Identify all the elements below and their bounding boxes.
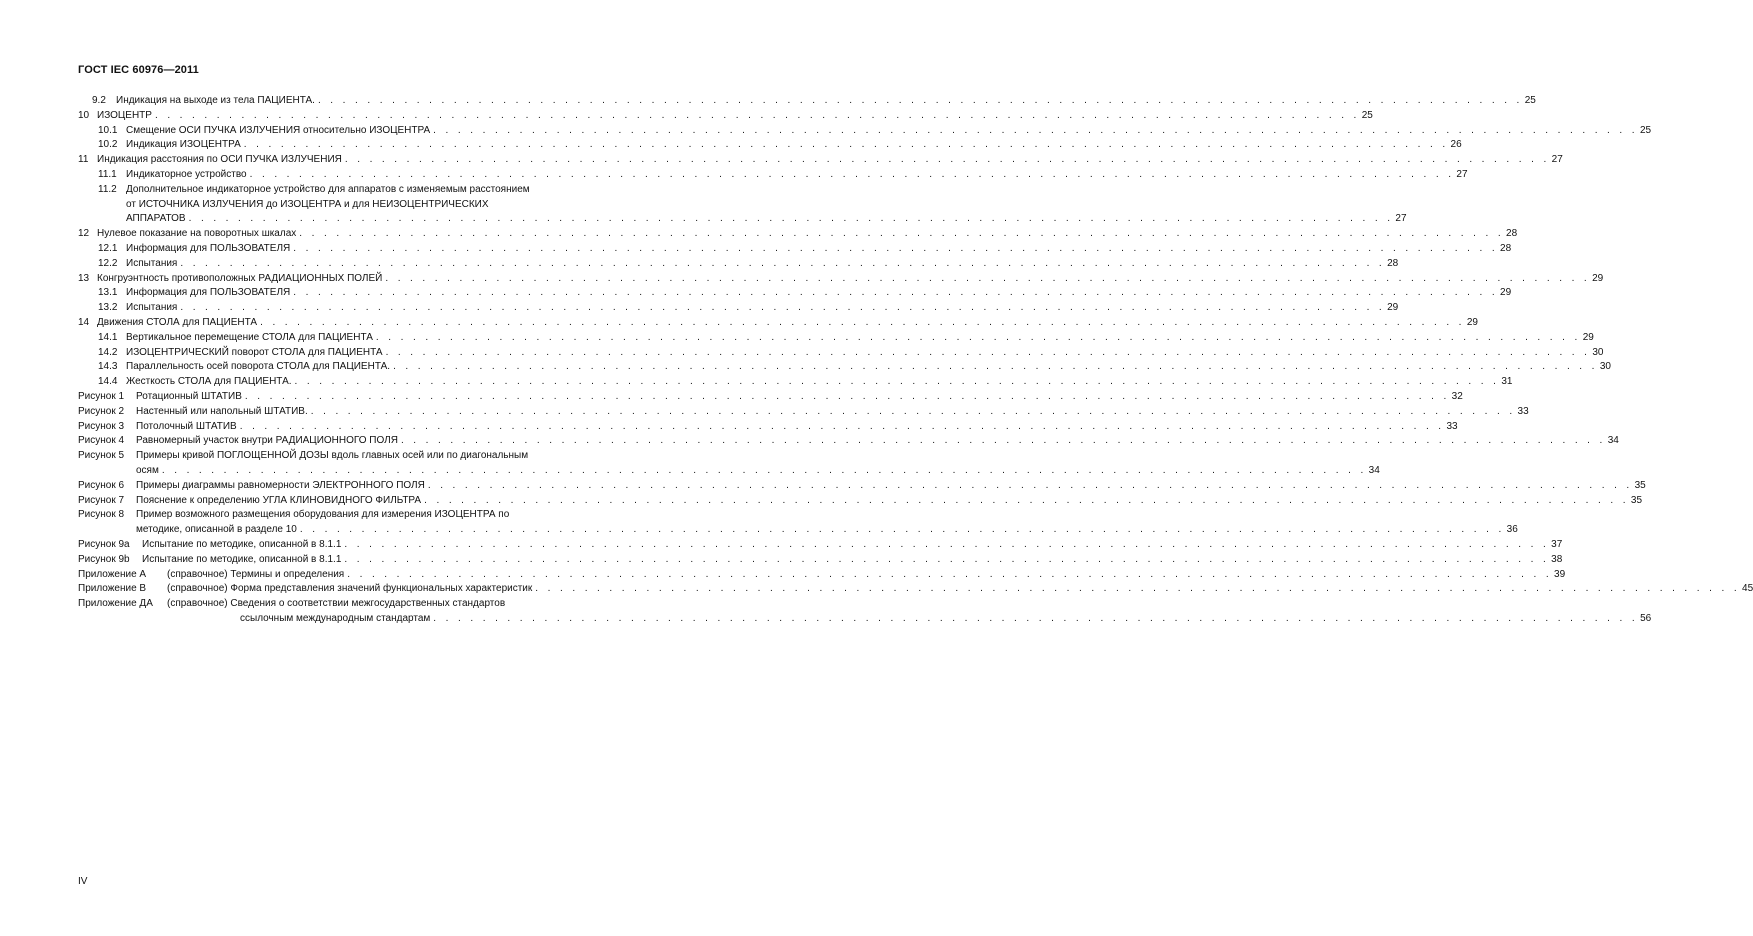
- leader-dots: . . . . . . . . . . . . . . . . . . . . . . . . . . . . . . . . . . . . . . . . . . . . . . . . . . . . . . . . . . . . . . . . . . . . . . . . . . . . . . . . . . . . . . . . . . . . . . . . . .: [244, 390, 1450, 402]
- leader-dots: . . . . . . . . . . . . . . . . . . . . . . . . . . . . . . . . . . . . . . . . . . . . . . . . . . . . . . . . . . . . . . . . . . . . . . . . . . . . . . . . . . . . . . . . . . . . . . . . . .: [310, 405, 1516, 417]
- toc-entry-number: Рисунок 2: [78, 405, 125, 417]
- toc-page-number: 25: [1361, 109, 1373, 121]
- leader-dots: . . . . . . . . . . . . . . . . . . . . . . . . . . . . . . . . . . . . . . . . . . . . . . . . . . . . . . . . . . . . . . . . . . . . . . . . . . . . . . . . . . . . . . . . . . . . . . . . . .: [243, 139, 1449, 151]
- toc-entry[interactable]: [0, 420, 1458, 435]
- toc-entry[interactable]: [0, 553, 1563, 568]
- toc-page-number: 27: [1395, 213, 1407, 225]
- toc-entry-title-line: Дополнительное индикаторное устройство для аппаратов с изменяемым расстоянием: [126, 183, 530, 195]
- toc-page-number: 32: [1451, 390, 1463, 402]
- toc-entry-number: Рисунок 1: [78, 390, 125, 402]
- toc-entry-title: Испытания: [126, 302, 178, 314]
- toc-entry-number: Рисунок 4: [78, 435, 125, 447]
- toc-page-number: 29: [1592, 272, 1604, 284]
- leader-dots: . . . . . . . . . . . . . . . . . . . . . . . . . . . . . . . . . . . . . . . . . . . . . . . . . . . . . . . . . . . . . . . . . . . . . . . . . . . . . . . . . . . . . . . . . . . . . . . . . .: [188, 213, 1394, 225]
- toc-entry[interactable]: [0, 257, 1399, 272]
- toc-page-number: 56: [1640, 612, 1652, 624]
- toc-entry-title: Индикация ИЗОЦЕНТРА: [126, 139, 241, 151]
- toc-page-number: 38: [1551, 553, 1563, 565]
- toc-entry[interactable]: [0, 449, 1380, 479]
- toc-entry[interactable]: [0, 331, 1594, 346]
- leader-dots: . . . . . . . . . . . . . . . . . . . . . . . . . . . . . . . . . . . . . . . . . . . . . . . . . . . . . . . . . . . . . . . . . . . . . . . . . . . . . . . . . . . . . . . . . . . . . . . . . .: [393, 361, 1598, 373]
- toc-entry-number: 12.2: [98, 257, 118, 269]
- leader-dots: . . . . . . . . . . . . . . . . . . . . . . . . . . . . . . . . . . . . . . . . . . . . . . . . . . . . . . . . . . . . . . . . . . . . . . . . . . . . . . . . . . . . . . . . . . . . . . . . . .: [400, 435, 1606, 447]
- toc-entry-title: Индикация расстояния по ОСИ ПУЧКА ИЗЛУЧЕНИЯ: [97, 154, 342, 166]
- toc-entry-title: Примеры диаграммы равномерности ЭЛЕКТРОННОГО ПОЛЯ: [136, 479, 425, 491]
- toc-page-number: 35: [1634, 479, 1646, 491]
- leader-dots: . . . . . . . . . . . . . . . . . . . . . . . . . . . . . . . . . . . . . . . . . . . . . . . . . . . . . . . . . . . . . . . . . . . . . . . . . . . . . . . . . . . . . . . . . . . . . . . . . .: [180, 302, 1386, 314]
- toc-entry-title-line: Пример возможного размещения оборудования для измерения ИЗОЦЕНТРА по: [136, 509, 510, 521]
- toc-entry-number: 14.1: [98, 331, 118, 343]
- toc-page-number: 25: [1524, 95, 1536, 106]
- toc-entry-number: Рисунок 9a: [78, 538, 130, 550]
- toc-page-number: 29: [1466, 316, 1478, 328]
- leader-dots: . . . . . . . . . . . . . . . . . . . . . . . . . . . . . . . . . . . . . . . . . . . . . . . . . . . . . . . . . . . . . . . . . . . . . . . . . . . . . . . . . . . . . . . . . . . . . . . . . .: [239, 420, 1445, 432]
- toc-page-number: 33: [1517, 405, 1529, 417]
- leader-dots: . . . . . . . . . . . . . . . . . . . . . . . . . . . . . . . . . . . . . . . . . . . . . . . . . . . . . . . . . . . . . . . . . . . . . . . . . . . . . . . . . . . . . . . . . . . . . . . . . .: [385, 346, 1591, 358]
- toc-page-number: 27: [1456, 168, 1468, 180]
- toc-page-number: 25: [1639, 124, 1652, 136]
- toc-page-number: 45: [1742, 583, 1753, 595]
- toc-entry-title: Равномерный участок внутри РАДИАЦИОННОГО ПОЛЯ: [136, 435, 398, 447]
- toc-entry-title: Смещение ОСИ ПУЧКА ИЗЛУЧЕНИЯ относительно ИЗОЦЕНТРА: [126, 124, 431, 136]
- toc-entry-title: Информация для ПОЛЬЗОВАТЕЛЯ: [126, 287, 291, 299]
- toc-page-number: 35: [1630, 494, 1643, 506]
- toc-entry[interactable]: [0, 494, 1643, 509]
- leader-dots: . . . . . . . . . . . . . . . . . . . . . . . . . . . . . . . . . . . . . . . . . . . . . . . . . . . . . . . . . . . . . . . . . . . . . . . . . . . . . . . . . . . . . . . . . . . . . . . . . .: [344, 154, 1550, 166]
- toc-entry-number: 12.1: [98, 242, 118, 254]
- toc-entry-number: Рисунок 5: [78, 450, 125, 462]
- toc-entry-number: Рисунок 8: [78, 509, 125, 521]
- toc-entry-title-line: Примеры кривой ПОГЛОЩЕННОЙ ДОЗЫ вдоль главных осей или по диагональным: [136, 450, 529, 462]
- toc-entry-number: 14.4: [98, 376, 118, 388]
- toc-entry[interactable]: [0, 375, 1513, 390]
- toc-entry-number: 14.3: [98, 361, 118, 373]
- toc-entry[interactable]: [0, 168, 1468, 183]
- leader-dots: . . . . . . . . . . . . . . . . . . . . . . . . . . . . . . . . . . . . . . . . . . . . . . . . . . . . . . . . . . . . . . . . . . . . . . . . . . . . . . . . . . . . . . . . . . . . . . . . . .: [344, 538, 1550, 550]
- toc-entry-number: 13.2: [98, 302, 118, 314]
- toc-entry-title: Индикаторное устройство: [126, 168, 247, 180]
- toc-page-number: 30: [1599, 361, 1611, 373]
- toc-page-number: 28: [1500, 242, 1512, 254]
- toc-entry-title: Информация для ПОЛЬЗОВАТЕЛЯ: [126, 242, 291, 254]
- toc-page-number: 34: [1368, 464, 1380, 476]
- toc-entry-number: 10: [78, 109, 90, 121]
- leader-dots: . . . . . . . . . . . . . . . . . . . . . . . . . . . . . . . . . . . . . . . . . . . . . . . . . . . . . . . . . . . . . . . . . . . . . . . . . . . . . . . . . . . . . . . . . . . . . . . . . .: [317, 95, 1523, 106]
- toc-entry-title: Испытание по методике, описанной в 8.1.1: [142, 553, 342, 565]
- toc-entry-number: 14: [78, 316, 90, 328]
- leader-dots: . . . . . . . . . . . . . . . . . . . . . . . . . . . . . . . . . . . . . . . . . . . . . . . . . . . . . . . . . . . . . . . . . . . . . . . . . . . . . . . . . . . . . . . . . . . . . . . . . .: [294, 376, 1500, 388]
- toc-entry[interactable]: [0, 94, 1536, 109]
- toc-entry-title: Движения СТОЛА для ПАЦИЕНТА: [97, 316, 258, 328]
- leader-dots: . . . . . . . . . . . . . . . . . . . . . . . . . . . . . . . . . . . . . . . . . . . . . . . . . . . . . . . . . . . . . . . . . . . . . . . . . . . . . . . . . . . . . . . . . . . . . . . . . .: [180, 257, 1386, 269]
- toc-entry-number: 12: [78, 228, 90, 240]
- toc-entry[interactable]: [0, 390, 1463, 405]
- toc-entry-number: Приложение ДА: [78, 598, 153, 610]
- toc-entry[interactable]: [0, 272, 1604, 287]
- toc-entry-number: 11.1: [98, 168, 117, 180]
- toc-page-number: 27: [1551, 154, 1563, 166]
- toc-entry[interactable]: [0, 479, 1646, 494]
- toc-entry[interactable]: [0, 568, 1566, 583]
- toc-entry-title: методике, описанной в разделе 10: [136, 524, 297, 536]
- toc-entry-number: 10.2: [98, 139, 118, 151]
- toc-entry[interactable]: [0, 138, 1462, 153]
- toc-entry[interactable]: [0, 582, 1753, 597]
- leader-dots: . . . . . . . . . . . . . . . . . . . . . . . . . . . . . . . . . . . . . . . . . . . . . . . . . . . . . . . . . . . . . . . . . . . . . . . . . . . . . . . . . . . . . . . . . . . . . . . . . .: [375, 331, 1581, 343]
- leader-dots: . . . . . . . . . . . . . . . . . . . . . . . . . . . . . . . . . . . . . . . . . . . . . . . . . . . . . . . . . . . . . . . . . . . . . . . . . . . . . . . . . . . . . . . . . . . . . . . . . .: [344, 553, 1550, 565]
- toc-page-number: 26: [1450, 139, 1462, 151]
- toc-page-number: 39: [1554, 568, 1566, 580]
- toc-page-number: 31: [1501, 376, 1513, 388]
- toc-entry-title: Жесткость СТОЛА для ПАЦИЕНТА.: [126, 376, 292, 388]
- toc-entry[interactable]: [0, 508, 1518, 538]
- toc-entry[interactable]: [0, 124, 1652, 139]
- leader-dots: . . . . . . . . . . . . . . . . . . . . . . . . . . . . . . . . . . . . . . . . . . . . . . . . . . . . . . . . . . . . . . . . . . . . . . . . . . . . . . . . . . . . . . . . . . . . . . . . . .: [161, 464, 1367, 476]
- leader-dots: . . . . . . . . . . . . . . . . . . . . . . . . . . . . . . . . . . . . . . . . . . . . . . . . . . . . . . . . . . . . . . . . . . . . . . . . . . . . . . . . . . . . . . . . . . . . . . . . . .: [385, 272, 1591, 284]
- toc-entry-title-line: от ИСТОЧНИКА ИЗЛУЧЕНИЯ до ИЗОЦЕНТРА и для НЕИЗОЦЕНТРИЧЕСКИХ: [126, 198, 489, 210]
- toc-entry-number: 13: [78, 272, 90, 284]
- toc-page-number: 36: [1506, 524, 1518, 536]
- toc-page-number: 29: [1582, 331, 1594, 343]
- toc-entry-title: ссылочным международным стандартам: [240, 612, 431, 624]
- leader-dots: . . . . . . . . . . . . . . . . . . . . . . . . . . . . . . . . . . . . . . . . . . . . . . . . . . . . . . . . . . . . . . . . . . . . . . . . . . . . . . . . . . . . . . . . . . . . . . . . . .: [249, 168, 1455, 180]
- toc-entry-number: Рисунок 9b: [78, 553, 130, 565]
- toc-entry[interactable]: [0, 360, 1611, 375]
- toc-page-number: 29: [1500, 287, 1512, 299]
- leader-dots: . . . . . . . . . . . . . . . . . . . . . . . . . . . . . . . . . . . . . . . . . . . . . . . . . . . . . . . . . . . . . . . . . . . . . . . . . . . . . . . . . . . . . . . . . . . . . . . . . .: [347, 568, 1553, 580]
- toc-entry-number: 9.2: [92, 95, 106, 106]
- toc-entry-number: Рисунок 7: [78, 494, 125, 506]
- toc-entry-title: (справочное) Термины и определения: [167, 568, 345, 580]
- leader-dots: . . . . . . . . . . . . . . . . . . . . . . . . . . . . . . . . . . . . . . . . . . . . . . . . . . . . . . . . . . . . . . . . . . . . . . . . . . . . . . . . . . . . . . . . . . . . . . . . . .: [299, 228, 1505, 240]
- toc-page-number: 33: [1446, 420, 1458, 432]
- toc-entry[interactable]: [0, 405, 1529, 420]
- toc-entry-number: 10.1: [98, 124, 118, 136]
- leader-dots: . . . . . . . . . . . . . . . . . . . . . . . . . . . . . . . . . . . . . . . . . . . . . . . . . . . . . . . . . . . . . . . . . . . . . . . . . . . . . . . . . . . . . . . . . . . . . . . . . .: [427, 479, 1633, 491]
- toc-entry[interactable]: [0, 183, 1407, 227]
- toc-entry-number: Приложение В: [78, 583, 147, 595]
- toc-page-number: 28: [1387, 257, 1399, 269]
- toc-entry-number: 11: [78, 154, 89, 166]
- toc-entry-title: АППАРАТОВ: [126, 213, 186, 225]
- table-of-contents: [0, 94, 1753, 627]
- toc-entry-title: Испытание по методике, описанной в 8.1.1: [142, 538, 342, 550]
- toc-entry-title: осям: [136, 464, 159, 476]
- toc-entry-title-line: (справочное) Сведения о соответствии межгосударственных стандартов: [167, 598, 506, 610]
- toc-entry[interactable]: [0, 346, 1604, 361]
- toc-entry-number: Рисунок 6: [78, 479, 125, 491]
- leader-dots: . . . . . . . . . . . . . . . . . . . . . . . . . . . . . . . . . . . . . . . . . . . . . . . . . . . . . . . . . . . . . . . . . . . . . . . . . . . . . . . . . . . . . . . . . . . . . . . . . .: [293, 242, 1499, 254]
- leader-dots: . . . . . . . . . . . . . . . . . . . . . . . . . . . . . . . . . . . . . . . . . . . . . . . . . . . . . . . . . . . . . . . . . . . . . . . . . . . . . . . . . . . . . . . . . . . . . . . . . .: [424, 494, 1629, 506]
- toc-entry-title: Нулевое показание на поворотных шкалах: [97, 228, 297, 240]
- toc-entry-number: Приложение А: [78, 568, 147, 580]
- toc-page-number: 30: [1592, 346, 1604, 358]
- toc-page-number: 28: [1506, 228, 1518, 240]
- toc-entry-number: 14.2: [98, 346, 118, 358]
- page-number: IV: [78, 876, 88, 887]
- leader-dots: . . . . . . . . . . . . . . . . . . . . . . . . . . . . . . . . . . . . . . . . . . . . . . . . . . . . . . . . . . . . . . . . . . . . . . . . . . . . . . . . . . . . . . . . . . . . . . . . . .: [535, 583, 1741, 595]
- toc-entry-title: (справочное) Форма представления значений функциональных характеристик: [167, 583, 533, 595]
- toc-entry[interactable]: [0, 286, 1512, 301]
- toc-entry-number: 13.1: [98, 287, 118, 299]
- toc-entry-number: Рисунок 3: [78, 420, 125, 432]
- toc-entry-title: Потолочный ШТАТИВ: [136, 420, 237, 432]
- leader-dots: . . . . . . . . . . . . . . . . . . . . . . . . . . . . . . . . . . . . . . . . . . . . . . . . . . . . . . . . . . . . . . . . . . . . . . . . . . . . . . . . . . . . . . . . . . . . . . . . . .: [260, 316, 1465, 328]
- leader-dots: . . . . . . . . . . . . . . . . . . . . . . . . . . . . . . . . . . . . . . . . . . . . . . . . . . . . . . . . . . . . . . . . . . . . . . . . . . . . . . . . . . . . . . . . . . . . . . . . . .: [433, 612, 1639, 624]
- toc-entry-title: Вертикальное перемещение СТОЛА для ПАЦИЕНТА: [126, 331, 373, 343]
- toc-entry-title: Настенный или напольный ШТАТИВ.: [136, 405, 308, 417]
- toc-entry[interactable]: [0, 538, 1563, 553]
- toc-entry[interactable]: [0, 153, 1563, 168]
- toc-entry-title: Пояснение к определению УГЛА КЛИНОВИДНОГО ФИЛЬТРА: [136, 494, 422, 506]
- toc-page-number: 37: [1551, 538, 1563, 550]
- toc-page-number: 29: [1387, 302, 1399, 314]
- toc-entry-title: Ротационный ШТАТИВ: [136, 390, 242, 402]
- toc-entry-title: Конгруэнтность противоположных РАДИАЦИОННЫХ ПОЛЕЙ: [97, 272, 383, 284]
- toc-entry[interactable]: [0, 597, 1652, 627]
- toc-page-number: 34: [1607, 435, 1619, 447]
- toc-entry[interactable]: [0, 434, 1619, 449]
- toc-entry-number: 11.2: [98, 183, 117, 195]
- leader-dots: . . . . . . . . . . . . . . . . . . . . . . . . . . . . . . . . . . . . . . . . . . . . . . . . . . . . . . . . . . . . . . . . . . . . . . . . . . . . . . . . . . . . . . . . . . . . . . . . . .: [293, 287, 1499, 299]
- toc-entry[interactable]: [0, 242, 1512, 257]
- toc-entry-title: ИЗОЦЕНТРИЧЕСКИЙ поворот СТОЛА для ПАЦИЕНТА: [126, 346, 383, 358]
- leader-dots: . . . . . . . . . . . . . . . . . . . . . . . . . . . . . . . . . . . . . . . . . . . . . . . . . . . . . . . . . . . . . . . . . . . . . . . . . . . . . . . . . . . . . . . . . . . . . . . . . .: [433, 124, 1638, 136]
- page-header: ГОСТ IEC 60976—2011: [78, 64, 199, 76]
- toc-entry[interactable]: [0, 301, 1399, 316]
- toc-entry-title: Испытания: [126, 257, 178, 269]
- toc-entry-title: Индикация на выходе из тела ПАЦИЕНТА.: [116, 95, 315, 106]
- leader-dots: . . . . . . . . . . . . . . . . . . . . . . . . . . . . . . . . . . . . . . . . . . . . . . . . . . . . . . . . . . . . . . . . . . . . . . . . . . . . . . . . . . . . . . . . . . . . . . . . . .: [154, 109, 1360, 121]
- leader-dots: . . . . . . . . . . . . . . . . . . . . . . . . . . . . . . . . . . . . . . . . . . . . . . . . . . . . . . . . . . . . . . . . . . . . . . . . . . . . . . . . . . . . . . . . . . . . . . . . . .: [299, 524, 1505, 536]
- toc-entry[interactable]: [0, 227, 1518, 242]
- toc-entry[interactable]: [0, 109, 1373, 124]
- toc-entry[interactable]: [0, 316, 1478, 331]
- toc-entry-title: ИЗОЦЕНТР: [97, 109, 152, 121]
- toc-entry-title: Параллельность осей поворота СТОЛА для ПАЦИЕНТА.: [126, 361, 391, 373]
